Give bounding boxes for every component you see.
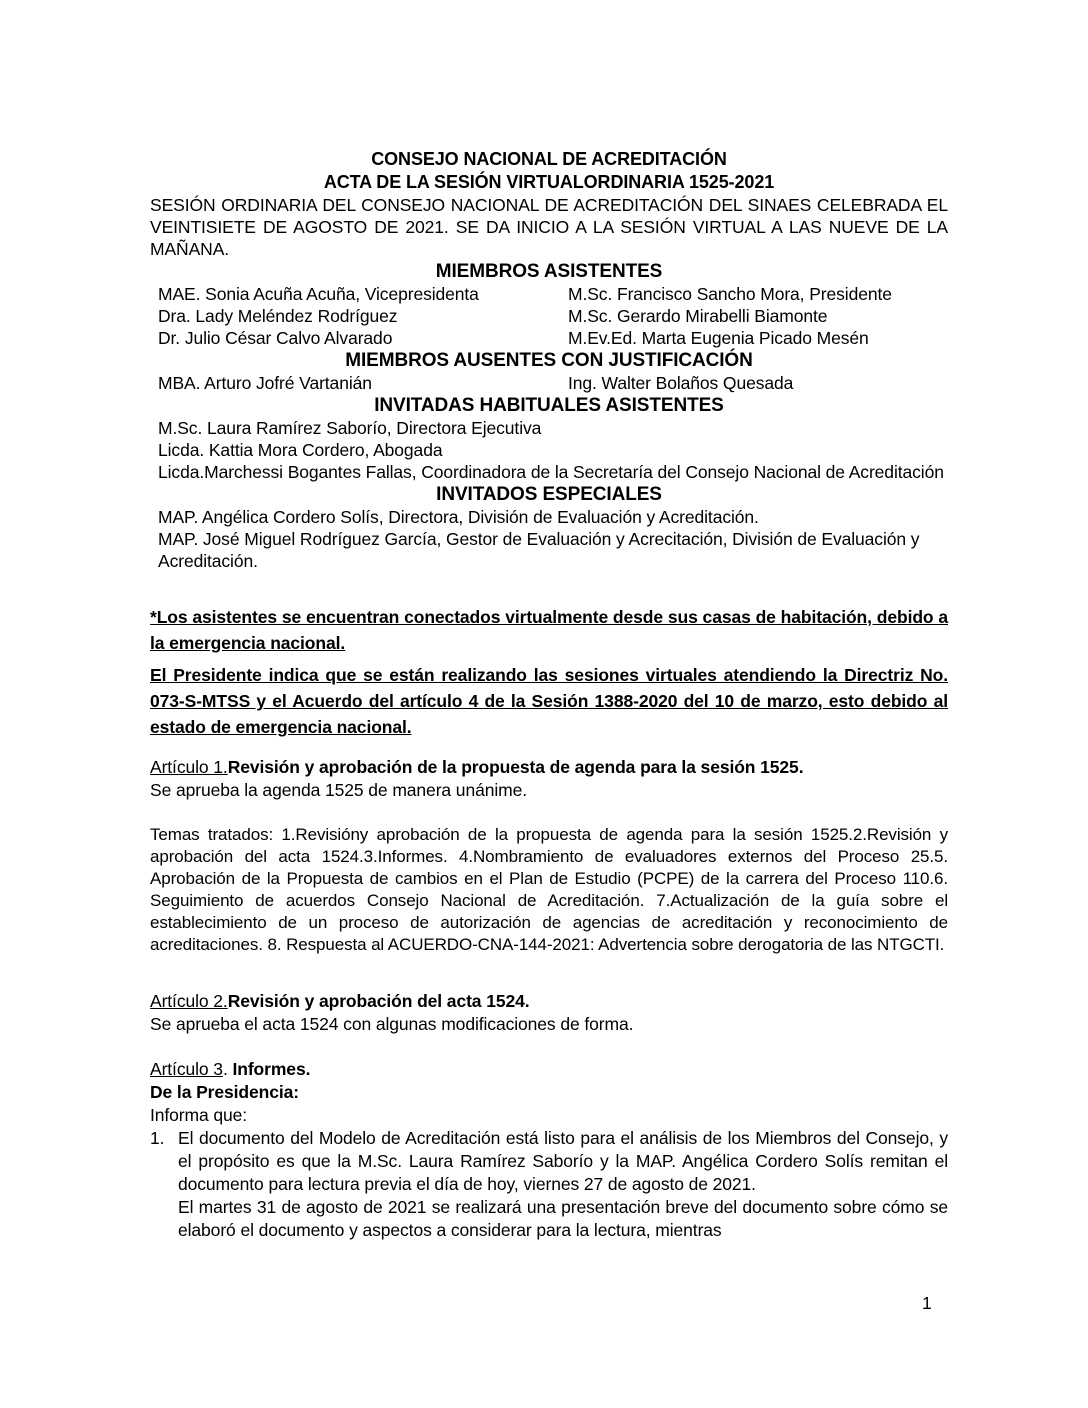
heading-invitados-especiales: INVITADOS ESPECIALES: [436, 484, 662, 505]
list-item: Licda.Marchessi Bogantes Fallas, Coordinadora de la Secretaría del Consejo Nacional de Acreditación: [158, 462, 944, 482]
member-name: M.Sc. Gerardo Mirabelli Biamonte: [568, 306, 828, 326]
articulo-3-label: Artículo 3: [150, 1059, 223, 1079]
list-item: Licda. Kattia Mora Cordero, Abogada: [158, 440, 443, 460]
heading-miembros-asistentes: MIEMBROS ASISTENTES: [435, 261, 663, 282]
page-number: 1: [922, 1293, 932, 1313]
president-directriz-notice: El Presidente indica que se están realizando las sesiones virtuales atendiendo la Directriz No. 073-S-MTSS y el Acuerdo del artículo 4 de la Sesión 1388-2020 del 10 de marzo, esto debido al estado de emergencia nacional.: [150, 665, 948, 737]
document-title-line1: CONSEJO NACIONAL DE ACREDITACIÓN: [371, 149, 727, 169]
member-name: MAE. Sonia Acuña Acuña, Vicepresidenta: [158, 284, 479, 304]
articulo-2-heading: [150, 990, 948, 1013]
informa-que-line: Informa que:: [150, 1105, 248, 1125]
list-item: [150, 1127, 948, 1242]
session-intro-paragraph: SESIÓN ORDINARIA DEL CONSEJO NACIONAL DE ACREDITACIÓN DEL SINAES CELEBRADA EL VEINTISIETE DE AGOSTO DE 2021. SE DA INICIO A LA SESIÓN VIRTUAL A LAS NUEVE DE LA MAÑANA.: [150, 195, 948, 259]
member-name: Dra. Lady Meléndez Rodríguez: [158, 306, 398, 326]
table-row: [150, 305, 948, 327]
invitadas-habituales-list: [150, 417, 948, 483]
articulo-1-heading: [150, 756, 948, 779]
presidencia-subheading: De la Presidencia:: [150, 1082, 299, 1102]
list-item: MAP. José Miguel Rodríguez García, Gestor de Evaluación y Acrecitación, División de Evaluación y Acreditación.: [158, 529, 920, 571]
articulo-2-label: Artículo 2.: [150, 991, 228, 1011]
member-name: Dr. Julio César Calvo Alvarado: [158, 328, 393, 348]
articulo-1-label: Artículo 1.: [150, 757, 228, 777]
articulo-1-body: Se aprueba la agenda 1525 de manera unánime.: [150, 780, 528, 800]
list-item: M.Sc. Laura Ramírez Saborío, Directora Ejecutiva: [158, 418, 542, 438]
list-item-number: 1.: [150, 1128, 165, 1148]
articulo-3-heading: [150, 1058, 948, 1081]
articulo-2-title: Revisión y aprobación del acta 1524.: [227, 991, 530, 1011]
table-row: [150, 372, 948, 394]
articulo-1-section: [150, 756, 948, 802]
document-title-line2: ACTA DE LA SESIÓN VIRTUALORDINARIA 1525-2021: [323, 172, 775, 192]
member-name: M.Ev.Ed. Marta Eugenia Picado Mesén: [568, 328, 869, 348]
table-row: [150, 283, 948, 305]
member-name: MBA. Arturo Jofré Vartanián: [158, 373, 372, 393]
document-header-block: [150, 148, 948, 572]
heading-miembros-ausentes: MIEMBROS AUSENTES CON JUSTIFICACIÓN: [345, 350, 753, 371]
articulo-2-body: Se aprueba el acta 1524 con algunas modificaciones de forma.: [150, 1014, 634, 1034]
list-item-paragraph: El documento del Modelo de Acreditación está listo para el análisis de los Miembros del Consejo, y el propósito es que la M.Sc. Laura Ramírez Saborío y la MAP. Angélica Cordero Solís remitan el documento para lectura previa el día de hoy, viernes 27 de agosto de 2021.: [178, 1128, 948, 1194]
articulo-3-section: [150, 1058, 948, 1242]
articulo-1-title: Revisión y aprobación de la propuesta de agenda para la sesión 1525.: [227, 757, 804, 777]
list-item-paragraph: El martes 31 de agosto de 2021 se realizará una presentación breve del documento sobre cómo se elaboró el documento y aspectos a considerar para la lectura, mientras: [178, 1197, 948, 1240]
member-name: Ing. Walter Bolaños Quesada: [568, 373, 794, 393]
heading-invitadas-habituales: INVITADAS HABITUALES ASISTENTES: [374, 395, 724, 416]
list-item: MAP. Angélica Cordero Solís, Directora, División de Evaluación y Acreditación.: [158, 507, 759, 527]
articulo-3-separator: .: [222, 1059, 233, 1079]
articulo-3-title: Informes.: [232, 1059, 311, 1079]
virtual-attendance-notice: *Los asistentes se encuentran conectados virtualmente desde sus casas de habitación, debido a la emergencia nacional.: [150, 607, 948, 653]
invitados-especiales-list: [150, 506, 948, 572]
table-row: [150, 327, 948, 349]
temas-tratados-paragraph: Temas tratados: 1.Revisióny aprobación de la propuesta de agenda para la sesión 1525.2.Revisión y aprobación del acta 1524.3.Informes. 4.Nombramiento de evaluadores externos del Proceso 25.5. Aprobación de la Propuesta de cambios en el Plan de Estudio (PCPE) de la carrera del Proceso 110.6. Seguimiento de acuerdos Consejo Nacional de Acreditación. 7.Actualización de la guía sobre el establecimiento de un proceso de autorización de agencias de acreditación y reconocimiento de acreditaciones. 8. Respuesta al ACUERDO-CNA-144-2021: Advertencia sobre derogatoria de las NTGCTI.: [150, 825, 948, 954]
member-name: M.Sc. Francisco Sancho Mora, Presidente: [568, 284, 892, 304]
list-item-body: [178, 1127, 948, 1242]
articulo-2-section: [150, 990, 948, 1036]
